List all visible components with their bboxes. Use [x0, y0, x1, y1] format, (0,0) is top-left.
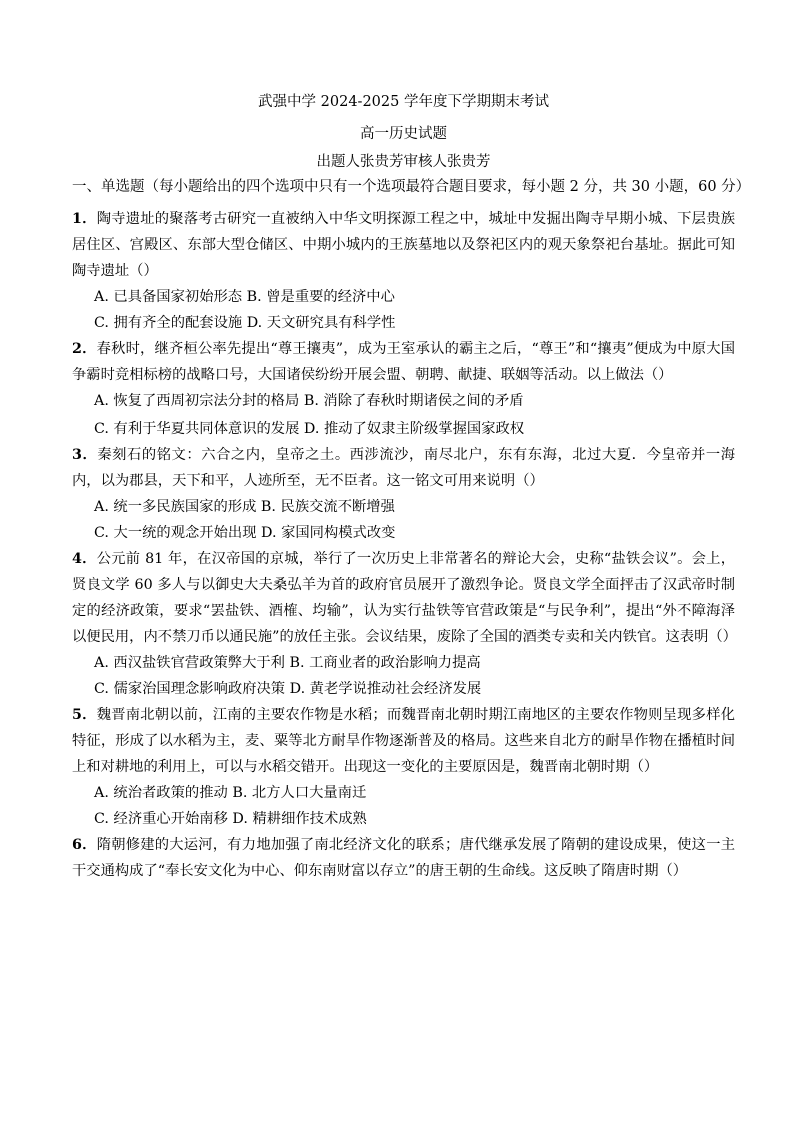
question-2	[72, 336, 735, 442]
question-stem	[72, 702, 735, 780]
question-number: 5．	[72, 707, 97, 723]
exam-title: 武强中学 2024-2025 学年度下学期期末考试	[258, 94, 549, 110]
question-stem	[72, 336, 735, 388]
question-4	[72, 546, 735, 702]
question-number: 3．	[72, 447, 98, 463]
option-row: A. 已具备国家初始形态 B. 曾是重要的经济中心	[94, 289, 395, 305]
question-text: 隋朝修建的大运河，有力地加强了南北经济文化的联系；唐代继承发展了隋朝的建设成果，使这一主干交通构成了“奉长安文化为中心、仰东南财富以存立”的唐王朝的生命线。这反映了隋唐时期（）	[72, 837, 736, 879]
option-row: C. 拥有齐全的配套设施 D. 天文研究具有科学性	[94, 315, 396, 331]
question-stem	[72, 206, 735, 284]
question-stem	[72, 832, 735, 884]
exam-subtitle: 高一历史试题	[360, 126, 447, 142]
question-6	[72, 832, 735, 884]
option-row: A. 统一多民族国家的形成 B. 民族交流不断增强	[94, 499, 395, 515]
option-row: C. 有利于华夏共同体意识的发展 D. 推动了奴隶主阶级掌握国家政权	[94, 421, 525, 437]
option-row: C. 经济重心开始南移 D. 精耕细作技术成熟	[94, 811, 367, 827]
question-3	[72, 442, 735, 546]
option-row: C. 儒家治国理念影响政府决策 D. 黄老学说推动社会经济发展	[94, 681, 482, 697]
question-text: 春秋时，继齐桓公率先提出“尊王攘夷”，成为王室承认的霸主之后，“尊王”和“攘夷”便成为中原大国争霸时竞相标榜的战略口号，大国诸侯纷纷开展会盟、朝聘、献捷、联姻等活动。以上做法（）	[72, 341, 735, 383]
question-1	[72, 206, 735, 336]
question-text: 魏晋南北朝以前，江南的主要农作物是水稻；而魏晋南北朝时期江南地区的主要农作物则呈现多样化特征，形成了以水稻为主，麦、粟等北方耐旱作物逐渐普及的格局。这些来自北方的耐旱作物在播植时间上和对耕地的利用上，可以与水稻交错开。出现这一变化的主要原因是，魏晋南北朝时期（）	[72, 707, 736, 775]
question-text: 陶寺遗址的聚落考古研究一直被纳入中华文明探源工程之中，城址中发掘出陶寺早期小城、下层贵族居住区、宫殿区、东部大型仓储区、中期小城内的王族墓地以及祭祀区内的观天象祭祀台基址。据此可知陶寺遗址（）	[72, 211, 736, 279]
question-text: 秦刻石的铭文：六合之内，皇帝之土。西涉流沙，南尽北户，东有东海，北过大夏．今皇帝并一海内，以为郡县，天下和平，人迹所至，无不臣者。这一铭文可用来说明（）	[72, 447, 735, 489]
option-row: A. 统治者政策的推动 B. 北方人口大量南迁	[94, 785, 367, 801]
question-number: 4．	[72, 551, 97, 567]
exam-authors: 出题人张贵芳审核人张贵芳	[316, 154, 491, 170]
question-text: 公元前 81 年，在汉帝国的京城，举行了一次历史上非常著名的辩论大会，史称“盐铁会议”。会上，贤良文学 60 多人与以御史大夫桑弘羊为首的政府官员展开了激烈争论。贤良文学全面抨击了汉武帝时制定的经济政策，要求“罢盐铁、酒榷、均输”，认为实行盐铁等官营政策是“与民争利”，提出“外不障海泽以便民用，内不禁刀币以通民施”的放任主张。会议结果，废除了全国的酒类专卖和关内铁官。这表明（）	[72, 551, 737, 645]
question-number: 2．	[72, 341, 97, 357]
option-row: A. 西汉盐铁官营政策弊大于利 B. 工商业者的政治影响力提高	[94, 655, 481, 671]
question-number: 6．	[72, 837, 97, 853]
section-heading: 一、单选题（每小题给出的四个选项中只有一个选项最符合题目要求，每小题 2 分，共 30 小题，60 分）	[72, 179, 751, 195]
question-stem	[72, 442, 735, 494]
question-number: 1．	[72, 211, 97, 227]
question-5	[72, 702, 735, 832]
question-stem	[72, 546, 735, 650]
option-row: C. 大一统的观念开始出现 D. 家国同构模式改变	[94, 525, 396, 541]
option-row: A. 恢复了西周初宗法分封的格局 B. 消除了春秋时期诸侯之间的矛盾	[94, 393, 524, 409]
